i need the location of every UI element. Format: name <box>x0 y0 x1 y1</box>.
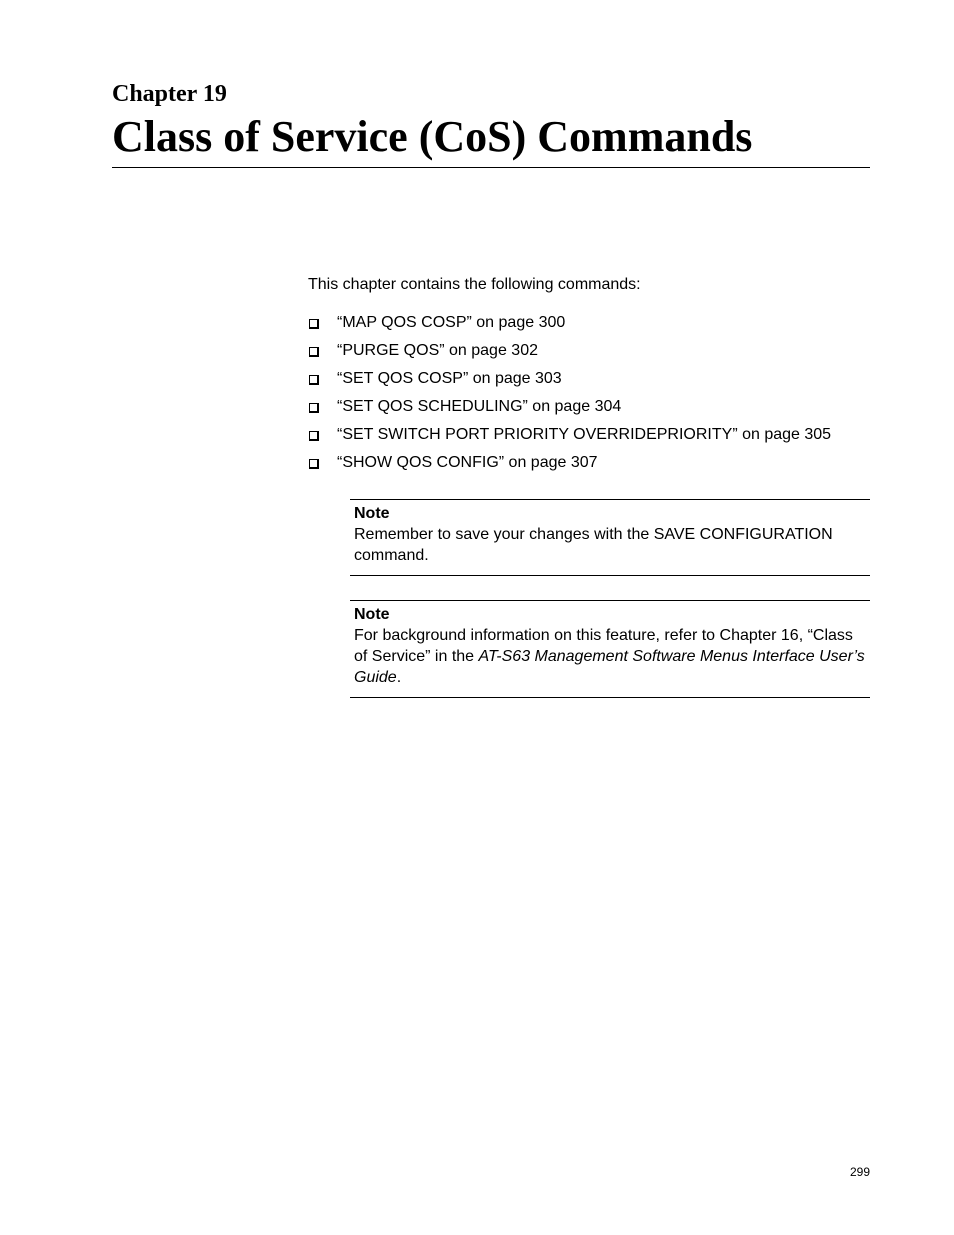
note-heading: Note <box>354 606 390 623</box>
checkbox-bullet-icon <box>309 375 319 385</box>
command-link[interactable]: “SHOW QOS CONFIG” on page 307 <box>337 454 598 471</box>
chapter-title: Class of Service (CoS) Commands <box>112 112 753 161</box>
chapter-label: Chapter 19 <box>112 81 227 107</box>
note-heading: Note <box>354 505 390 522</box>
checkbox-bullet-icon <box>309 459 319 469</box>
command-link[interactable]: “MAP QOS COSP” on page 300 <box>337 314 566 331</box>
note-body: Remember to save your changes with the SAVE CONFIGURATION command. <box>354 526 833 564</box>
command-link[interactable]: “SET QOS SCHEDULING” on page 304 <box>337 398 622 415</box>
note-box-save <box>350 499 870 576</box>
checkbox-bullet-icon <box>309 431 319 441</box>
command-link[interactable]: “SET SWITCH PORT PRIORITY OVERRIDEPRIORITY” on page 305 <box>337 426 832 443</box>
note-body-text: For background information on this feature, refer to Chapter 16, “Class of Service” in the <box>354 627 853 665</box>
note-body-end: . <box>396 669 402 686</box>
checkbox-bullet-icon <box>309 347 319 357</box>
title-rule <box>112 167 870 168</box>
command-link[interactable]: “PURGE QOS” on page 302 <box>337 342 538 359</box>
guide-title: AT-S63 Management Software Menus Interface User’s Guide <box>354 648 865 686</box>
page-number: 299 <box>849 1165 870 1179</box>
checkbox-bullet-icon <box>309 403 319 413</box>
note-body <box>354 625 866 688</box>
intro-text: This chapter contains the following commands: <box>308 276 641 293</box>
checkbox-bullet-icon <box>309 319 319 329</box>
command-link[interactable]: “SET QOS COSP” on page 303 <box>337 370 562 387</box>
note-box-background <box>350 600 870 698</box>
